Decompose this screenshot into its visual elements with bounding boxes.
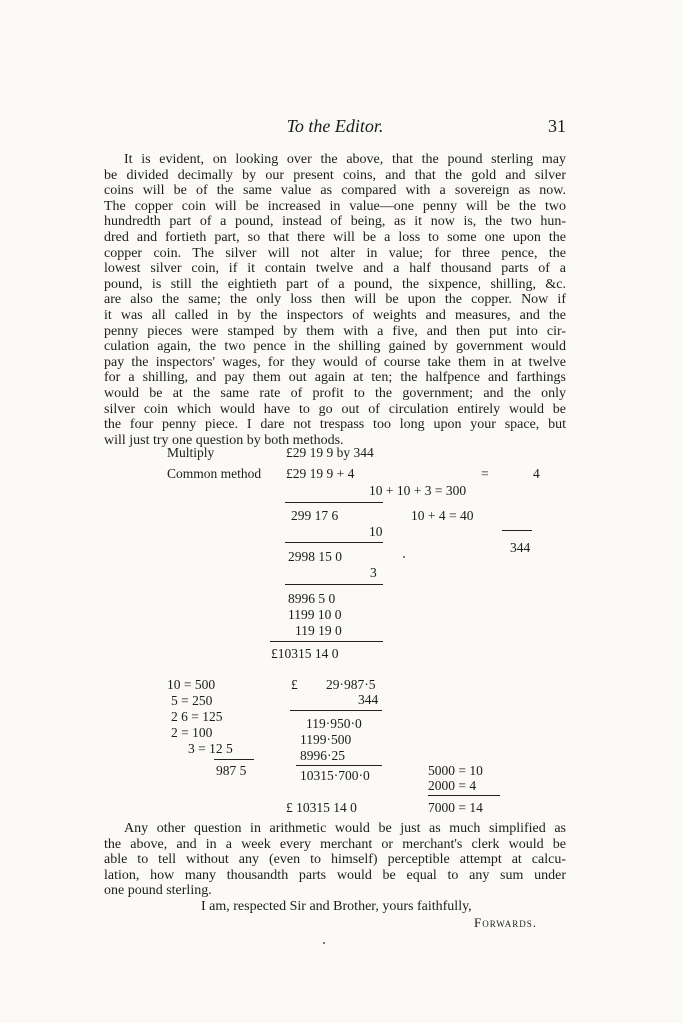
- text-line: Any other question in arithmetic would be just as much simplified as: [124, 821, 566, 836]
- rule: [285, 584, 383, 585]
- text-line: copper coin. The silver will not alter in value; for three pence, the: [104, 245, 566, 261]
- text-line: culation again, the two pence in the shilling gained by government would: [104, 339, 566, 355]
- rule: [214, 759, 254, 760]
- rule: [270, 641, 383, 642]
- common-row-8: 1199 10 0: [288, 607, 342, 622]
- text-line: the four penny piece. I dare not trespass too long upon your space, but: [104, 417, 566, 433]
- rule: [296, 765, 382, 766]
- common-row-3-right: 10 + 4 = 40: [411, 508, 474, 523]
- common-method-label: Common method: [167, 466, 262, 481]
- text-line: The copper coin will be increased in value—one penny will be the two: [104, 198, 566, 214]
- common-row-2: 10 + 10 + 3 = 300: [369, 483, 467, 498]
- common-row-7: 8996 5 0: [288, 591, 336, 606]
- text-line: It is evident, on looking over the above, that the pound sterling may: [124, 152, 566, 167]
- running-head: To the Editor.: [286, 116, 384, 136]
- text-line: will just try one question by both methods.: [104, 432, 344, 448]
- multiply-label: Multiply: [167, 445, 215, 460]
- text-line: it was all called in by the inspectors of weights and measures, and the: [104, 307, 566, 323]
- stray-mark: [323, 942, 325, 944]
- text-line: are also the same; the only loss then will be upon the copper. Now if: [104, 292, 566, 308]
- common-row-3: 299 17 6: [291, 508, 339, 523]
- decimal-total: 10315·700·0: [300, 768, 370, 783]
- decimal-left-5: 3 = 12 5: [188, 741, 233, 756]
- decimal-partial-1: 119·950·0: [306, 716, 362, 731]
- common-row-6: 3: [370, 565, 377, 580]
- text-line: silver coin which would have to go out of circulation entirely would be: [104, 401, 566, 417]
- page-header: [104, 116, 566, 140]
- decimal-multiplier: 344: [358, 692, 379, 707]
- text-line: hundredth part of a pound, instead of being, as it now is, the two hun-: [104, 214, 566, 230]
- text-line: one pound sterling.: [104, 883, 212, 899]
- text-line: dred and fortieth part, so that there will be a loss to some one upon the: [104, 229, 566, 245]
- common-row-1-eq: =: [481, 466, 489, 481]
- common-row-1: £29 19 9 + 4: [286, 466, 355, 481]
- multiply-expression: £29 19 9 by 344: [286, 445, 374, 460]
- closing-line: I am, respected Sir and Brother, yours faithfully,: [201, 899, 472, 914]
- text-line: lation, how many thousandth parts would be equal to any sum under: [104, 867, 566, 883]
- rule: [290, 710, 382, 711]
- common-row-10: £10315 14 0: [271, 646, 339, 661]
- text-line: pay the inspectors' wages, for they would of course take them in at twelve: [104, 354, 566, 370]
- text-line: pound, is still the eightieth part of a pound, the sixpence, shilling, &c.: [104, 276, 566, 292]
- common-sum-344: 344: [510, 540, 531, 555]
- common-row-4: 10: [369, 524, 383, 539]
- decimal-right-1: 5000 = 10: [428, 763, 483, 778]
- rule: [285, 502, 383, 503]
- common-row-9: 119 19 0: [295, 623, 342, 638]
- decimal-left-total: 987 5: [216, 763, 247, 778]
- text-line: be divided decimally by our present coins, and that the gold and silver: [104, 167, 566, 183]
- stray-mark: [403, 556, 405, 558]
- page-number: 31: [548, 116, 566, 136]
- common-row-5: 2998 15 0: [288, 549, 342, 564]
- rule: [285, 542, 383, 543]
- rule: [502, 530, 532, 531]
- decimal-right-2: 2000 = 4: [428, 778, 477, 793]
- decimal-head-symbol: £: [291, 677, 298, 692]
- decimal-left-4: 2 = 100: [171, 725, 213, 740]
- decimal-partial-3: 8996·25: [300, 748, 345, 763]
- decimal-head-value: 29·987·5: [326, 677, 376, 692]
- text-line: would be at the same rate of profit to the government; and the only: [104, 385, 566, 401]
- text-line: for a shilling, and pay them out again at ten; the halfpence and farthings: [104, 370, 566, 386]
- text-line: the above, and in a week every merchant or merchant's clerk would be: [104, 836, 566, 852]
- text-line: lowest silver coin, if it contain twelve and a half thousand parts of a: [104, 261, 566, 277]
- decimal-partial-2: 1199·500: [300, 732, 352, 747]
- text-line: coins will be of the same value as compared with a sovereign as now.: [104, 183, 566, 199]
- text-line: able to tell without any (even to himself) perceptible attempt at calcu-: [104, 852, 566, 868]
- rule: [428, 795, 500, 796]
- decimal-left-3: 2 6 = 125: [171, 709, 223, 724]
- decimal-right-3: 7000 = 14: [428, 800, 483, 815]
- decimal-left-2: 5 = 250: [171, 693, 213, 708]
- paragraph-2: [104, 821, 566, 899]
- decimal-result: £ 10315 14 0: [286, 800, 357, 815]
- signature: Forwards.: [474, 915, 537, 930]
- text-line: penny pieces were stamped by them with a five, and then put into cir-: [104, 323, 566, 339]
- decimal-left-1: 10 = 500: [167, 677, 216, 692]
- common-row-1-val: 4: [533, 466, 540, 481]
- paragraph-1: [104, 152, 566, 448]
